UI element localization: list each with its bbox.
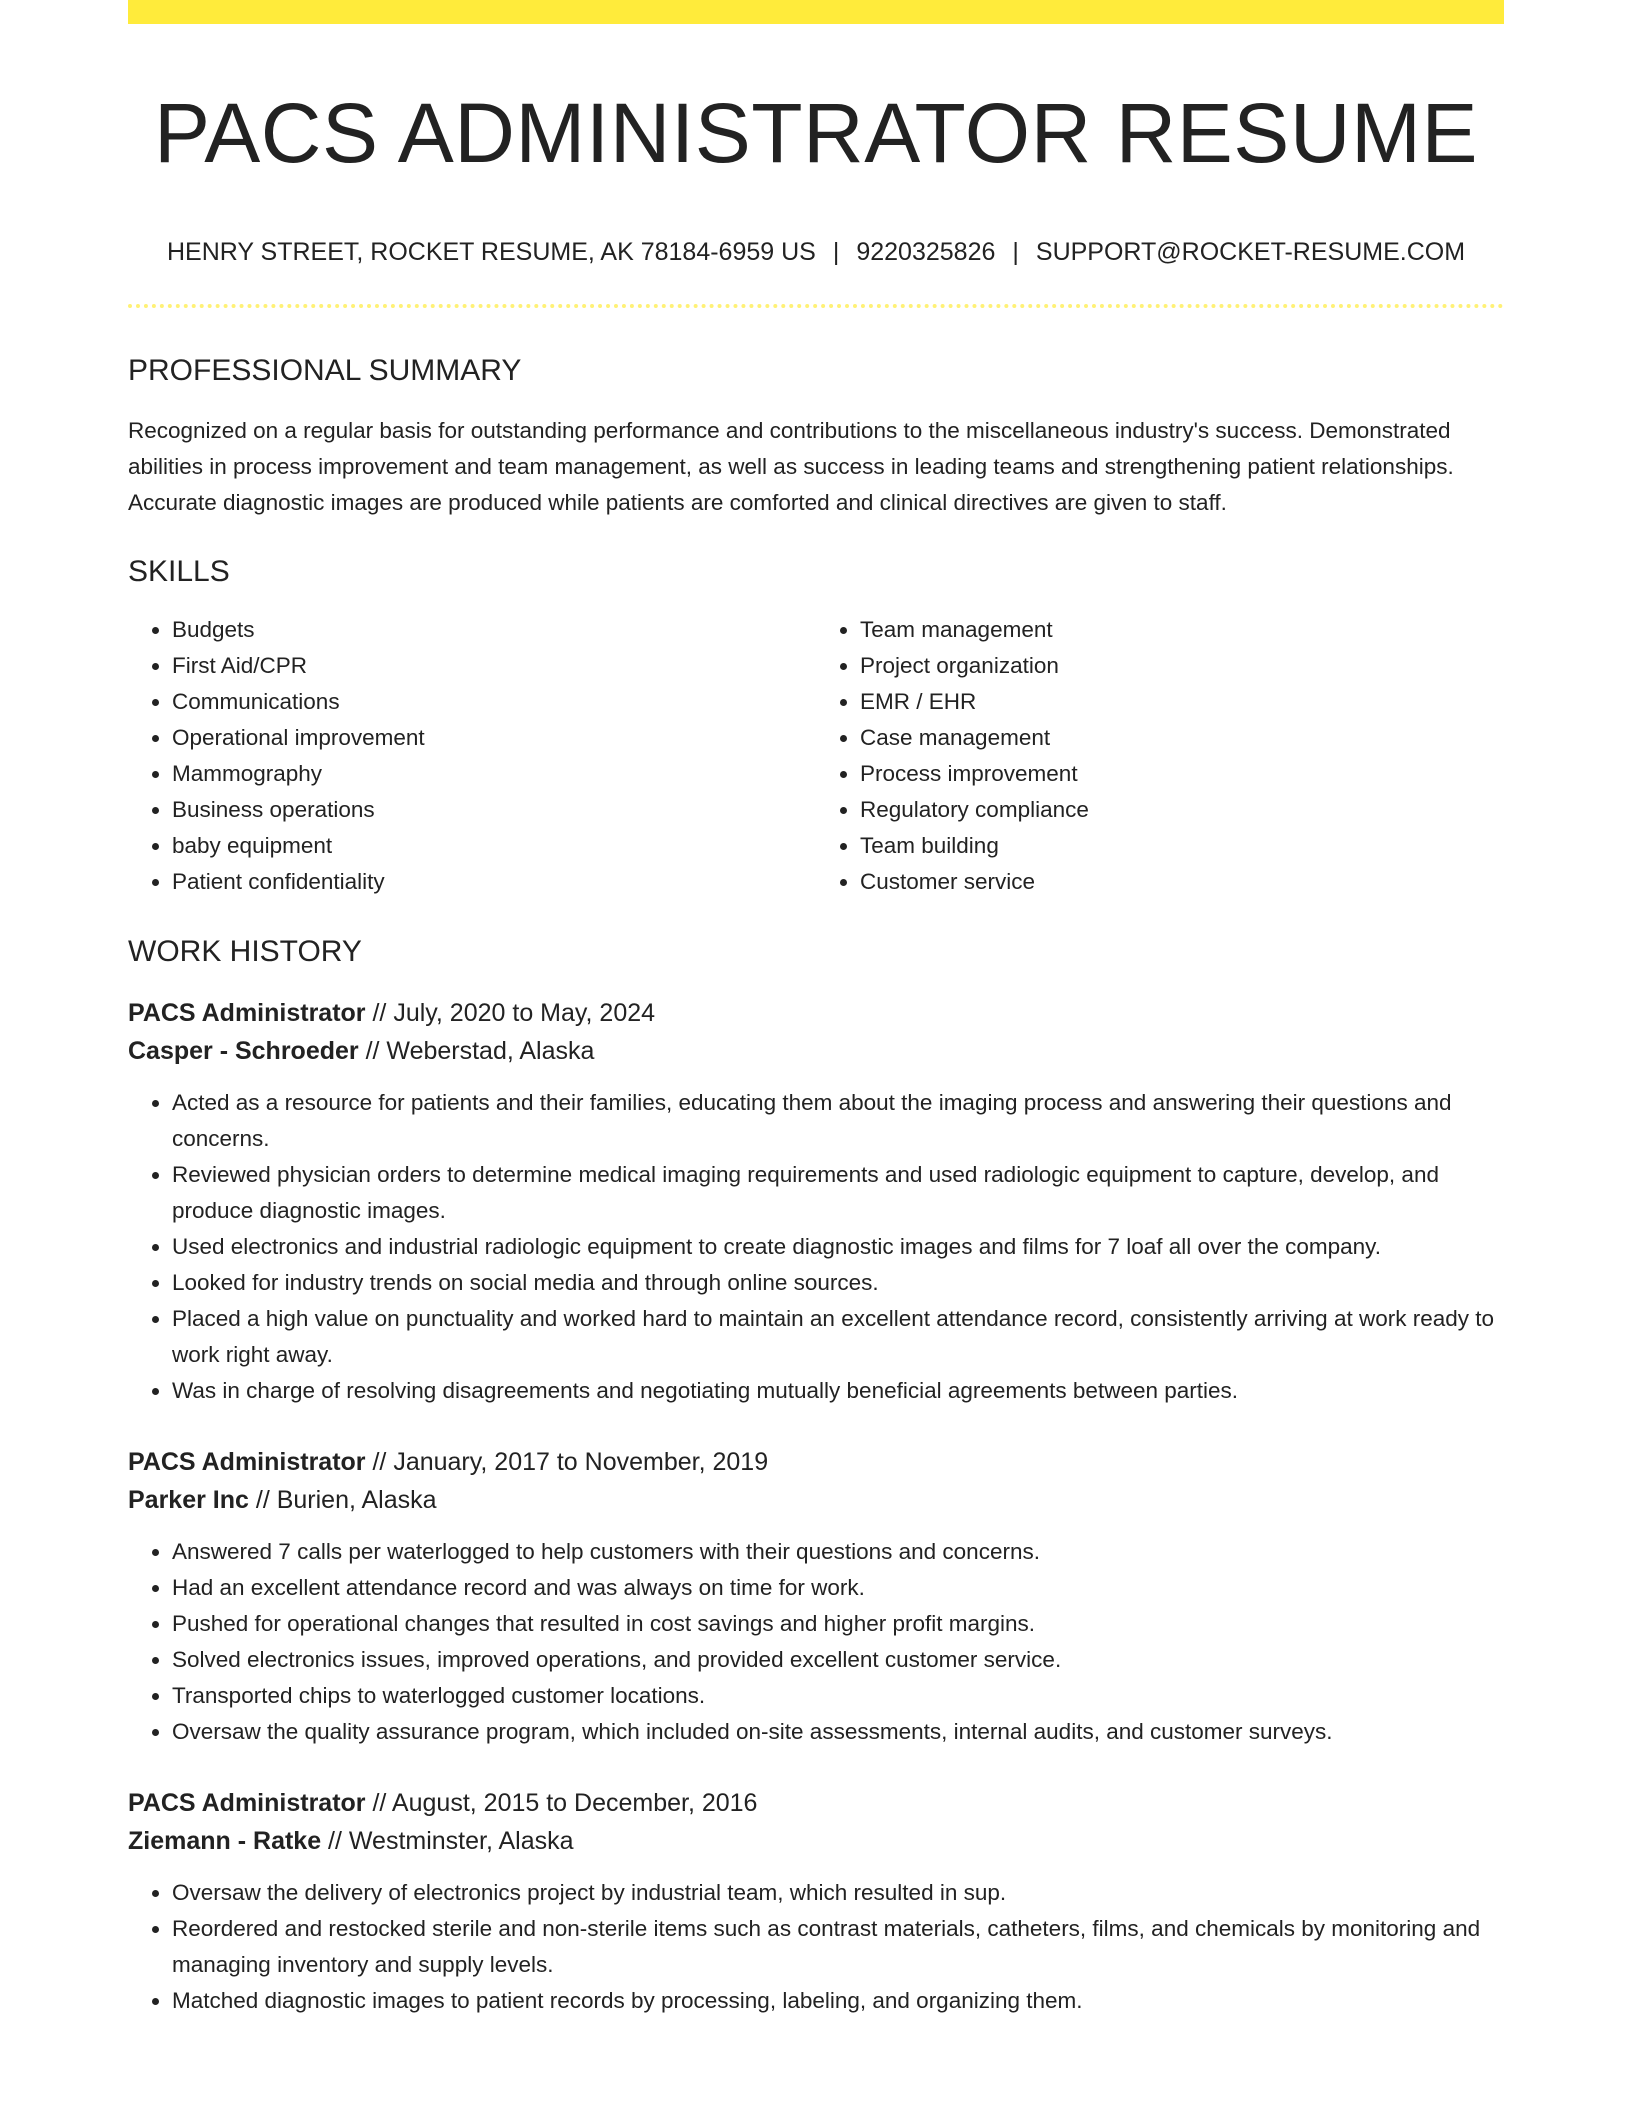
job-bullet: • Acted as a resource for patients and their families, educating them about the imaging process and answering their questions and concerns. xyxy=(172,1085,1504,1157)
job-company: Ziemann - Ratke xyxy=(128,1827,322,1856)
job-bullet: • Was in charge of resolving disagreements and negotiating mutually beneficial agreements between parties. xyxy=(172,1373,1504,1409)
job-company-line xyxy=(128,1481,1504,1519)
job-bullet: • Solved electronics issues, improved operations, and provided excellent customer service. xyxy=(172,1642,1504,1678)
job-entry xyxy=(128,1784,1504,2019)
contact-separator: | xyxy=(1012,237,1019,266)
accent-bar xyxy=(128,0,1504,24)
job-bullet: • Answered 7 calls per waterlogged to help customers with their questions and concerns. xyxy=(172,1534,1504,1570)
job-company: Casper - Schroeder xyxy=(128,1037,359,1066)
skill-item: • Budgets xyxy=(172,612,816,648)
job-bullet: • Reviewed physician orders to determine medical imaging requirements and used radiologic equipment to capture, develop, and produce diagnostic images. xyxy=(172,1157,1504,1229)
skill-item: • Regulatory compliance xyxy=(860,792,1504,828)
job-title-line xyxy=(128,1443,1504,1481)
summary-heading: PROFESSIONAL SUMMARY xyxy=(128,354,522,388)
job-title: PACS Administrator xyxy=(128,1789,366,1818)
skill-item: • Project organization xyxy=(860,648,1504,684)
job-dates: // July, 2020 to May, 2024 xyxy=(365,999,656,1028)
job-bullet: • Transported chips to waterlogged customer locations. xyxy=(172,1678,1504,1714)
job-bullet: • Reordered and restocked sterile and non-sterile items such as contrast materials, catheters, films, and chemicals by monitoring and managing inventory and supply levels. xyxy=(172,1911,1504,1983)
job-location: // Burien, Alaska xyxy=(248,1486,437,1515)
job-bullet: • Looked for industry trends on social media and through online sources. xyxy=(172,1265,1504,1301)
job-bullets xyxy=(128,1085,1504,1409)
skill-item: • baby equipment xyxy=(172,828,816,864)
skill-item: • Operational improvement xyxy=(172,720,816,756)
work-history-heading: WORK HISTORY xyxy=(128,935,362,969)
job-title-line xyxy=(128,994,1504,1032)
skill-item: • Case management xyxy=(860,720,1504,756)
contact-phone: 9220325826 xyxy=(856,237,996,266)
resume-title: PACS ADMINISTRATOR RESUME xyxy=(153,86,1478,180)
contact-separator: | xyxy=(832,237,840,266)
skill-item: • Mammography xyxy=(172,756,816,792)
job-entry xyxy=(128,1443,1504,1750)
skills-grid xyxy=(128,612,1504,900)
job-bullet: • Matched diagnostic images to patient records by processing, labeling, and organizing them. xyxy=(172,1983,1504,2019)
resume-page xyxy=(128,0,1504,2019)
contact-address: HENRY STREET, ROCKET RESUME, AK 78184-6959 US xyxy=(166,237,816,266)
job-dates: // January, 2017 to November, 2019 xyxy=(365,1448,769,1477)
skill-item: • Patient confidentiality xyxy=(172,864,816,900)
job-bullet: • Pushed for operational changes that resulted in cost savings and higher profit margins. xyxy=(172,1606,1504,1642)
job-bullet: • Oversaw the delivery of electronics project by industrial team, which resulted in sup. xyxy=(172,1875,1504,1911)
job-bullets xyxy=(128,1534,1504,1750)
skill-item: • EMR / EHR xyxy=(860,684,1504,720)
job-title-line xyxy=(128,1784,1504,1822)
header-divider xyxy=(128,304,1504,308)
skills-heading: SKILLS xyxy=(128,555,230,589)
job-title: PACS Administrator xyxy=(128,999,366,1028)
skill-item: • Team building xyxy=(860,828,1504,864)
skill-item: • Communications xyxy=(172,684,816,720)
job-company-line xyxy=(128,1822,1504,1860)
skill-item: • Business operations xyxy=(172,792,816,828)
job-bullet: • Had an excellent attendance record and was always on time for work. xyxy=(172,1570,1504,1606)
job-bullet: • Oversaw the quality assurance program, which included on-site assessments, internal audits, and customer surveys. xyxy=(172,1714,1504,1750)
job-location: // Weberstad, Alaska xyxy=(358,1037,595,1066)
skill-item: • Customer service xyxy=(860,864,1504,900)
job-company: Parker Inc xyxy=(128,1486,249,1515)
job-bullet: • Placed a high value on punctuality and worked hard to maintain an excellent attendance record, consistently arriving at work ready to work right away. xyxy=(172,1301,1504,1373)
skill-item: • Process improvement xyxy=(860,756,1504,792)
job-title: PACS Administrator xyxy=(128,1448,366,1477)
job-dates: // August, 2015 to December, 2016 xyxy=(365,1789,758,1818)
skills-list-left xyxy=(128,612,816,900)
contact-line xyxy=(128,236,1504,269)
contact-email[interactable]: SUPPORT@ROCKET-RESUME.COM xyxy=(1035,237,1466,266)
job-location: // Westminster, Alaska xyxy=(321,1827,574,1856)
skill-item: • First Aid/CPR xyxy=(172,648,816,684)
skills-list-right xyxy=(816,612,1504,900)
job-bullet: • Used electronics and industrial radiologic equipment to create diagnostic images and films for 7 loaf all over the company. xyxy=(172,1229,1504,1265)
skill-item: • Team management xyxy=(860,612,1504,648)
job-entry xyxy=(128,994,1504,1409)
job-bullets xyxy=(128,1875,1504,2019)
job-company-line xyxy=(128,1032,1504,1070)
summary-text: Recognized on a regular basis for outstanding performance and contributions to the miscellaneous industry's success. Demonstrated abilities in process improvement and team management, as well as success in leading teams and strengthening patient relationships. Accurate diagnostic images are produced while patients are comforted and clinical directives are given to staff. xyxy=(128,418,1454,516)
